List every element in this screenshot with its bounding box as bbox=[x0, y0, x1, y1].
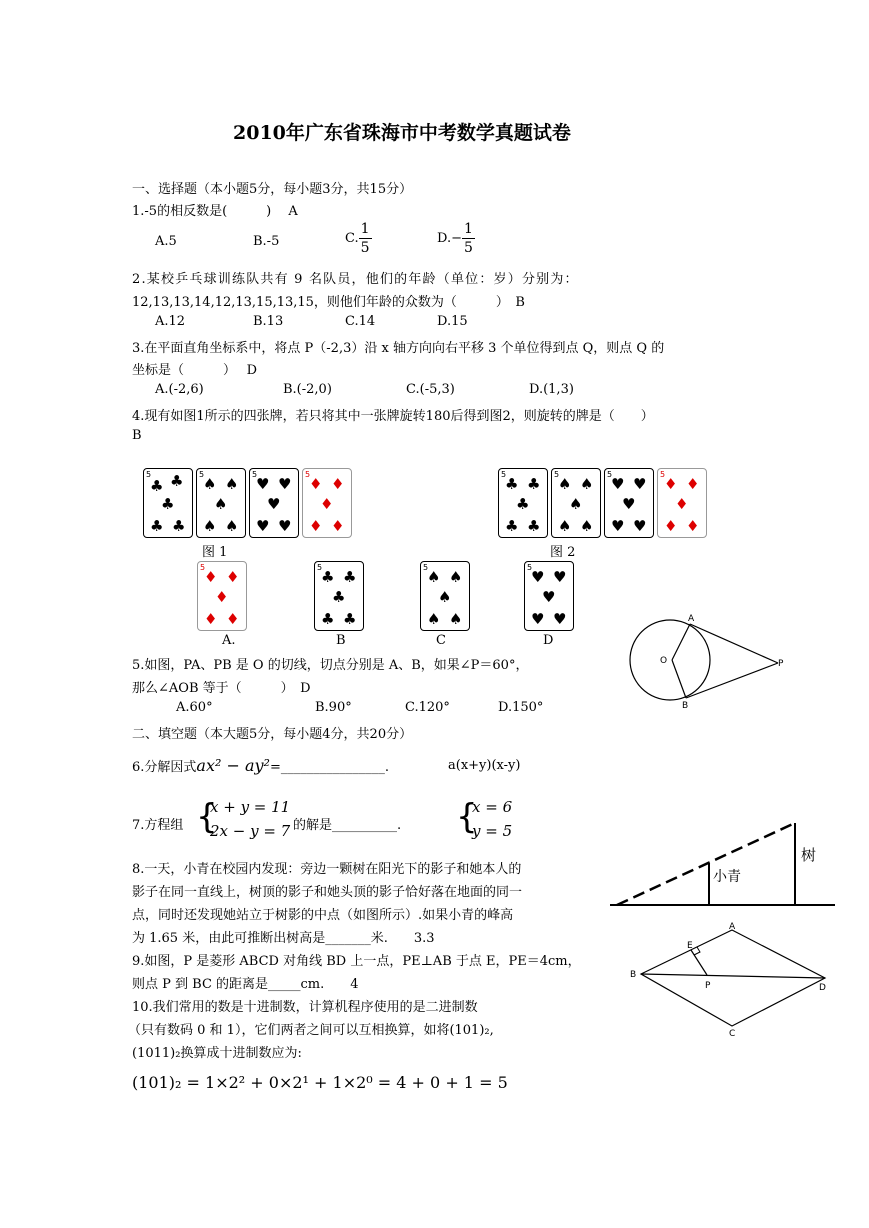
question-9-line1: 9.如图，P 是菱形 ABCD 对角线 BD 上一点，PE⊥AB 于点 E，PE＝4cm， bbox=[132, 954, 581, 969]
q6-prefix: 6.分解因式 bbox=[132, 760, 197, 775]
point-o-label: O bbox=[660, 656, 668, 666]
spade-icon: ♠ bbox=[449, 568, 463, 586]
rhombus-e-label: E bbox=[687, 941, 693, 951]
diamond-icon: ♦ bbox=[309, 517, 323, 535]
spade-icon: ♠ bbox=[580, 475, 594, 493]
spade-icon: ♠ bbox=[449, 610, 463, 628]
q7-left-brace: { bbox=[196, 797, 218, 837]
q6-equals: = bbox=[269, 760, 281, 775]
spade-icon: ♠ bbox=[558, 475, 572, 493]
q5-option-a: A.60° bbox=[176, 700, 213, 715]
q7-equation-1: x + y = 11 bbox=[210, 798, 291, 816]
heart-icon: ♥ bbox=[256, 475, 270, 493]
club-icon: ♣ bbox=[172, 517, 186, 535]
figure-2-caption: 图 2 bbox=[550, 545, 576, 560]
choice-card-a-diamonds: 5 ♦ ♦ ♦ ♦ ♦ bbox=[197, 561, 247, 631]
spade-icon: ♠ bbox=[438, 588, 452, 606]
heart-icon: ♥ bbox=[553, 610, 567, 628]
heart-icon: ♥ bbox=[531, 568, 545, 586]
spade-icon: ♠ bbox=[558, 517, 572, 535]
tree-shadow-diagram bbox=[605, 815, 840, 910]
choice-card-c-spades: 5 ♠ ♠ ♠ ♠ ♠ bbox=[420, 561, 470, 631]
club-icon: ♣ bbox=[527, 517, 541, 535]
q7-answer-y: y = 5 bbox=[472, 822, 513, 840]
q7-answer-x: x = 6 bbox=[472, 798, 513, 816]
heart-icon: ♥ bbox=[278, 475, 292, 493]
spade-icon: ♠ bbox=[214, 495, 228, 513]
club-icon: ♣ bbox=[516, 495, 530, 513]
diamond-icon: ♦ bbox=[686, 517, 700, 535]
card-five-spades: 5 ♠ ♠ ♠ ♠ ♠ bbox=[551, 468, 601, 538]
q1-option-b: B.-5 bbox=[253, 234, 280, 249]
club-icon: ♣ bbox=[150, 517, 164, 535]
question-1-stem: 1.-5的相反数是( ) A bbox=[132, 204, 298, 219]
diamond-icon: ♦ bbox=[226, 568, 240, 586]
q10-formula: (101)₂ = 1×2² + 0×2¹ + 1×2⁰ = 4 + 0 + 1 = 5 bbox=[132, 1073, 508, 1092]
card-five-diamonds: 5 ♦ ♦ ♦ ♦ ♦ bbox=[302, 468, 352, 538]
club-icon: ♣ bbox=[332, 588, 346, 606]
choice-label-b: B bbox=[336, 633, 346, 648]
q1-option-d-label: D. bbox=[437, 231, 452, 246]
spade-icon: ♠ bbox=[427, 610, 441, 628]
heart-icon: ♥ bbox=[633, 517, 647, 535]
spade-icon: ♠ bbox=[580, 517, 594, 535]
heart-icon: ♥ bbox=[542, 588, 556, 606]
q2-option-a: A.12 bbox=[155, 314, 186, 329]
card-five-clubs-rotated: 5 ♣ ♣ ♣ ♣ ♣ bbox=[498, 468, 548, 538]
heart-icon: ♥ bbox=[611, 475, 625, 493]
diamond-icon: ♦ bbox=[686, 475, 700, 493]
diamond-icon: ♦ bbox=[204, 568, 218, 586]
question-8-line4: 为 1.65 米，由此可推断出树高是_______米. 3.3 bbox=[132, 931, 435, 946]
spade-icon: ♠ bbox=[427, 568, 441, 586]
question-8-line1: 8.一天，小青在校园内发现：旁边一颗树在阳光下的影子和她本人的 bbox=[132, 862, 522, 877]
card-five-hearts: 5 ♥ ♥ ♥ ♥ ♥ bbox=[249, 468, 299, 538]
heart-icon: ♥ bbox=[278, 517, 292, 535]
club-icon: ♣ bbox=[321, 610, 335, 628]
spade-icon: ♠ bbox=[225, 475, 239, 493]
rhombus-a-label: A bbox=[729, 922, 736, 932]
q1-option-a: A.5 bbox=[155, 234, 177, 249]
spade-icon: ♠ bbox=[225, 517, 239, 535]
question-9-line2: 则点 P 到 BC 的距离是_____cm. 4 bbox=[132, 977, 359, 992]
choice-label-a: A. bbox=[222, 633, 236, 648]
question-8-line3: 点，同时还发现她站立于树影的中点（如图所示）.如果小青的峰高 bbox=[132, 908, 514, 923]
diamond-icon: ♦ bbox=[215, 588, 229, 606]
q2-option-d: D.15 bbox=[437, 314, 468, 329]
heart-icon: ♥ bbox=[553, 568, 567, 586]
choice-card-d-hearts: 5 ♥ ♥ ♥ ♥ ♥ bbox=[524, 561, 574, 631]
point-p-label: P bbox=[778, 659, 784, 669]
q7-middle-text: 的解是__________. bbox=[293, 818, 402, 833]
question-4-line2: B bbox=[132, 428, 142, 443]
q1-option-c bbox=[345, 222, 372, 255]
question-10-line1: 10.我们常用的数是十进制数，计算机程序使用的是二进制数 bbox=[132, 1000, 478, 1015]
tree-label: 树 bbox=[801, 846, 817, 864]
diamond-icon: ♦ bbox=[664, 475, 678, 493]
club-icon: ♣ bbox=[150, 477, 164, 495]
diamond-icon: ♦ bbox=[675, 495, 689, 513]
rhombus-p-label: P bbox=[705, 981, 711, 991]
club-icon: ♣ bbox=[505, 517, 519, 535]
club-icon: ♣ bbox=[170, 472, 184, 490]
heart-icon: ♥ bbox=[611, 517, 625, 535]
card-five-diamonds: 5 ♦ ♦ ♦ ♦ ♦ bbox=[657, 468, 707, 538]
rhombus-diagram bbox=[625, 920, 835, 1040]
card-five-spades: 5 ♠ ♠ ♠ ♠ ♠ bbox=[196, 468, 246, 538]
heart-icon: ♥ bbox=[633, 475, 647, 493]
point-a-label: A bbox=[688, 614, 695, 624]
rhombus-c-label: C bbox=[729, 1029, 736, 1039]
club-icon: ♣ bbox=[505, 475, 519, 493]
heart-icon: ♥ bbox=[531, 610, 545, 628]
point-b-label: B bbox=[682, 701, 689, 711]
question-6 bbox=[132, 756, 389, 775]
figure-1-caption: 图 1 bbox=[202, 545, 228, 560]
question-3-line1: 3.在平面直角坐标系中，将点 P（-2,3）沿 x 轴方向向右平移 3 个单位得到点 Q，则点 Q 的 bbox=[132, 341, 665, 356]
club-icon: ♣ bbox=[161, 495, 175, 513]
spade-icon: ♠ bbox=[203, 517, 217, 535]
girl-label: 小青 bbox=[713, 869, 741, 885]
page-title: 2010年广东省珠海市中考数学真题试卷 bbox=[233, 122, 571, 144]
q1-option-c-label: C. bbox=[345, 231, 359, 246]
section-heading-choice: 一、选择题（本小题5分，每小题3分，共15分） bbox=[132, 182, 413, 197]
tangent-circle-diagram bbox=[620, 608, 790, 713]
question-2-line1: 2.某校乒乓球训练队共有 9 名队员，他们的年龄（单位：岁）分别为： bbox=[132, 272, 579, 287]
diamond-icon: ♦ bbox=[309, 475, 323, 493]
rhombus-d-label: D bbox=[819, 983, 826, 993]
q2-option-c: C.14 bbox=[345, 314, 376, 329]
question-10-line3: (1011)₂换算成十进制数应为: bbox=[132, 1046, 302, 1061]
choice-label-c: C bbox=[436, 633, 446, 648]
heart-icon: ♥ bbox=[622, 495, 636, 513]
q6-blank: ________________. bbox=[280, 760, 389, 775]
club-icon: ♣ bbox=[343, 568, 357, 586]
choice-label-d: D bbox=[543, 633, 554, 648]
q3-option-a: A.(-2,6) bbox=[155, 382, 204, 397]
card-five-hearts: 5 ♥ ♥ ♥ ♥ ♥ bbox=[604, 468, 654, 538]
fraction-one-fifth: $\frac{1}{5}$ bbox=[360, 221, 370, 256]
diamond-icon: ♦ bbox=[331, 475, 345, 493]
q3-option-b: B.(-2,0) bbox=[283, 382, 332, 397]
q3-option-d: D.(1,3) bbox=[529, 382, 574, 397]
heart-icon: ♥ bbox=[256, 517, 270, 535]
section-heading-fill: 二、填空题（本大题5分，每小题4分，共20分） bbox=[132, 727, 413, 742]
question-8-line2: 影子在同一直线上，树顶的影子和她头顶的影子恰好落在地面的同一 bbox=[132, 885, 523, 900]
q7-answer-brace: { bbox=[456, 797, 478, 837]
q5-option-b: B.90° bbox=[315, 700, 352, 715]
card-five-clubs: 5 ♣ ♣ ♣ ♣ ♣ bbox=[143, 468, 193, 538]
question-4-line1: 4.现有如图1所示的四张牌，若只将其中一张牌旋转180后得到图2，则旋转的牌是（ ） bbox=[132, 409, 654, 424]
spade-icon: ♠ bbox=[569, 495, 583, 513]
rhombus-b-label: B bbox=[630, 970, 637, 980]
fraction-one-fifth: $\frac{1}{5}$ bbox=[464, 221, 473, 256]
question-5-line1: 5.如图，PA、PB 是 O 的切线，切点分别是 A、B，如果∠P＝60°， bbox=[132, 658, 529, 673]
question-3-line2: 坐标是（ ） D bbox=[132, 363, 258, 378]
choice-card-b-clubs: 5 ♣ ♣ ♣ ♣ ♣ bbox=[314, 561, 364, 631]
q2-option-b: B.13 bbox=[253, 314, 284, 329]
q5-option-d: D.150° bbox=[498, 700, 544, 715]
heart-icon: ♥ bbox=[267, 495, 281, 513]
club-icon: ♣ bbox=[343, 610, 357, 628]
spade-icon: ♠ bbox=[203, 475, 217, 493]
diamond-icon: ♦ bbox=[204, 610, 218, 628]
diamond-icon: ♦ bbox=[331, 517, 345, 535]
q1-option-d bbox=[437, 222, 475, 255]
diamond-icon: ♦ bbox=[664, 517, 678, 535]
question-10-line2: （只有数码 0 和 1），它们两者之间可以互相换算，如将(101)₂, bbox=[128, 1023, 494, 1038]
question-5-line2: 那么∠AOB 等于（ ） D bbox=[132, 681, 311, 696]
question-2-line2: 12,13,13,14,12,13,15,13,15，则他们年龄的众数为（ ） B bbox=[132, 295, 525, 310]
q6-answer: a(x+y)(x-y) bbox=[448, 758, 521, 773]
club-icon: ♣ bbox=[321, 568, 335, 586]
q5-option-c: C.120° bbox=[405, 700, 450, 715]
club-icon: ♣ bbox=[527, 475, 541, 493]
q7-prefix: 7.方程组 bbox=[132, 818, 184, 833]
q6-expression: ax² − ay² bbox=[196, 756, 270, 775]
diamond-icon: ♦ bbox=[320, 495, 334, 513]
q3-option-c: C.(-5,3) bbox=[406, 382, 455, 397]
q7-equation-2: 2x − y = 7 bbox=[210, 822, 291, 840]
diamond-icon: ♦ bbox=[226, 610, 240, 628]
minus-sign: − bbox=[451, 231, 462, 246]
